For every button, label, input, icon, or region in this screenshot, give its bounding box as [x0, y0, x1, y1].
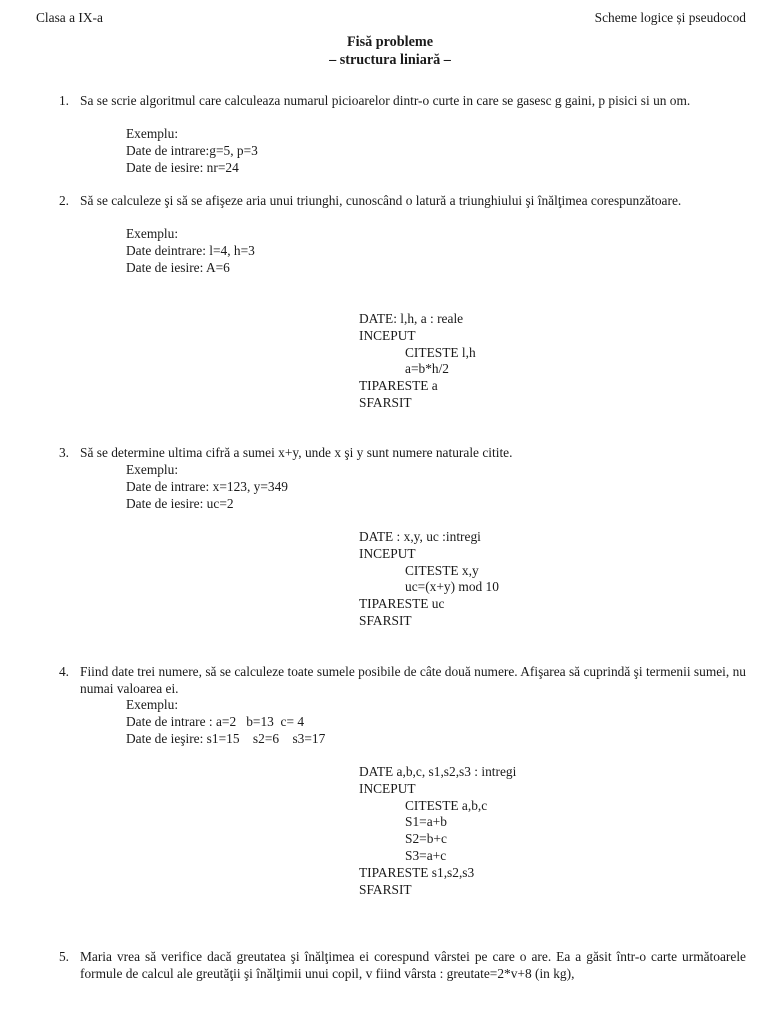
- pseudocode-line: TIPARESTE uc: [359, 596, 445, 611]
- example-output: Date de ieşire: s1=15 s2=6 s3=17: [126, 731, 326, 746]
- pseudocode-line: CITESTE a,b,c: [405, 798, 488, 813]
- problem-number: 3.: [58, 445, 69, 460]
- pseudocode-line: CITESTE l,h: [405, 345, 476, 360]
- page-subtitle: – structura liniară –: [329, 52, 451, 68]
- example-label: Exemplu:: [126, 126, 179, 141]
- example-output: Date de iesire: uc=2: [126, 496, 234, 511]
- example-input: Date de intrare: x=123, y=349: [126, 479, 288, 494]
- page-title: Fisă probleme: [346, 34, 434, 50]
- header-class-label: Clasa a IX-a: [36, 10, 103, 25]
- pseudocode-line: S3=a+c: [405, 848, 447, 863]
- example-output: Date de iesire: nr=24: [126, 160, 239, 175]
- pseudocode-line: uc=(x+y) mod 10: [405, 579, 499, 594]
- pseudocode-line: a=b*h/2: [405, 361, 449, 376]
- example-label: Exemplu:: [126, 462, 179, 477]
- problem-text: Maria vrea să verifice dacă greutatea şi înălţimea ei corespund vârstei pe care o are. Ea a găsit într-o carte următoarele formule de calcul ale greutăţii şi înălţimii unui copil, v fiind vârsta : greutate=2*v+8 (in kg),: [80, 949, 746, 981]
- pseudocode-line: INCEPUT: [359, 546, 416, 561]
- pseudocode-line: DATE : x,y, uc :intregi: [359, 529, 481, 544]
- example-input: Date deintrare: l=4, h=3: [126, 243, 255, 258]
- pseudocode-line: TIPARESTE s1,s2,s3: [359, 865, 475, 880]
- problem-number: 1.: [58, 93, 69, 108]
- pseudocode-line: DATE: l,h, a : reale: [359, 311, 464, 326]
- pseudocode-line: S1=a+b: [405, 814, 447, 829]
- pseudocode-line: INCEPUT: [359, 781, 416, 796]
- problem-text: Fiind date trei numere, să se calculeze toate sumele posibile de câte două numere. Afişarea să cuprindă şi termenii sumei, nu numai valoarea ei.: [80, 664, 746, 696]
- pseudocode-line: S2=b+c: [405, 831, 447, 846]
- pseudocode-line: SFARSIT: [359, 395, 412, 410]
- pseudocode-line: SFARSIT: [359, 882, 412, 897]
- example-label: Exemplu:: [126, 697, 179, 712]
- problem-number: 4.: [58, 664, 69, 679]
- pseudocode-line: TIPARESTE a: [359, 378, 438, 393]
- example-output: Date de iesire: A=6: [126, 260, 230, 275]
- pseudocode-line: INCEPUT: [359, 328, 416, 343]
- problem-text: Să se determine ultima cifră a sumei x+y, unde x şi y sunt numere naturale citite.: [80, 445, 513, 460]
- pseudocode-line: SFARSIT: [359, 613, 412, 628]
- problem-text: Sa se scrie algoritmul care calculeaza numarul picioarelor dintr-o curte in care se gasesc g gaini, p pisici si un om.: [80, 93, 691, 108]
- problem-number: 2.: [58, 193, 69, 208]
- example-input: Date de intrare:g=5, p=3: [126, 143, 258, 158]
- example-input: Date de intrare : a=2 b=13 c= 4: [126, 714, 305, 729]
- problem-text: Să se calculeze şi să se afişeze aria unui triunghi, cunoscând o latură a triunghiului şi înălţimea corespunzătoare.: [80, 193, 682, 208]
- example-label: Exemplu:: [126, 226, 179, 241]
- header-topic-label: Scheme logice și pseudocod: [594, 10, 746, 25]
- pseudocode-line: DATE a,b,c, s1,s2,s3 : intregi: [359, 764, 517, 779]
- problem-number: 5.: [58, 949, 69, 964]
- pseudocode-line: CITESTE x,y: [405, 563, 479, 578]
